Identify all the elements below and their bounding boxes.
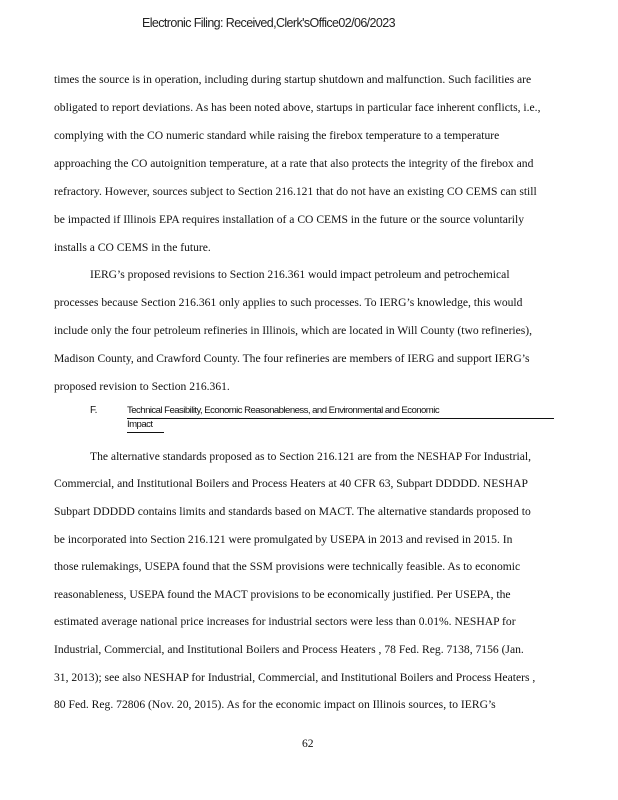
heading-underline — [127, 418, 554, 419]
body-text-line: reasonableness, USEPA found the MACT provisions to be economically justified. Per USEPA, the — [54, 588, 511, 601]
body-text-line: installs a CO CEMS in the future. — [54, 241, 211, 254]
body-text-line: Commercial, and Institutional Boilers and Process Heaters at 40 CFR 63, Subpart DDDDD. NESHAP — [54, 477, 529, 490]
body-text-line: Subpart DDDDD contains limits and standards based on MACT. The alternative standards proposed to — [54, 505, 531, 518]
body-text-line: be incorporated into Section 216.121 were promulgated by USEPA in 2013 and revised in 2015. In — [54, 533, 513, 546]
section-number: F. — [90, 405, 97, 416]
body-text-line: proposed revision to Section 216.361. — [54, 380, 230, 393]
page-number: 62 — [302, 737, 314, 750]
section-heading-line1: Technical Feasibility, Economic Reasonableness, and Environmental and Economic — [127, 405, 440, 416]
body-text-line: processes because Section 216.361 only applies to such processes. To IERG’s knowledge, this would — [54, 296, 523, 309]
body-text-line: refractory. However, sources subject to Section 216.121 that do not have an existing CO CEMS can still — [54, 185, 537, 198]
filing-stamp-header: Electronic Filing: Received,Clerk'sOffice02/06/2023 — [142, 16, 395, 30]
body-text-line: times the source is in operation, including during startup shutdown and malfunction. Such facilities are — [54, 73, 532, 86]
body-text-line: 80 Fed. Reg. 72806 (Nov. 20, 2015). As for the economic impact on Illinois sources, to IERG’s — [54, 698, 496, 711]
section-heading-line2: Impact — [127, 419, 153, 430]
body-text-line: be impacted if Illinois EPA requires installation of a CO CEMS in the future or the source voluntarily — [54, 213, 524, 226]
body-text-line: Madison County, and Crawford County. The four refineries are members of IERG and support IERG’s — [54, 352, 530, 365]
body-text-line: complying with the CO numeric standard while raising the firebox temperature to a temperature — [54, 129, 500, 142]
body-text-line: IERG’s proposed revisions to Section 216.361 would impact petroleum and petrochemical — [90, 268, 510, 281]
heading-underline — [127, 432, 164, 433]
body-text-line: Industrial, Commercial, and Institutional Boilers and Process Heaters , 78 Fed. Reg. 7138, 7156 (Jan. — [54, 643, 524, 656]
body-text-line: approaching the CO autoignition temperature, at a rate that also protects the integrity of the firebox and — [54, 157, 534, 170]
body-text-line: include only the four petroleum refineries in Illinois, which are located in Will County (two refineries), — [54, 324, 533, 337]
body-text-line: The alternative standards proposed as to Section 216.121 are from the NESHAP For Industrial, — [90, 450, 532, 463]
body-text-line: obligated to report deviations. As has been noted above, startups in particular face inherent conflicts, i.e., — [54, 101, 541, 114]
body-text-line: 31, 2013); see also NESHAP for Industrial, Commercial, and Institutional Boilers and Process Heaters , — [54, 671, 536, 684]
body-text-line: estimated average national price increases for industrial sectors were less than 0.01%. NESHAP for — [54, 615, 516, 628]
body-text-line: those rulemakings, USEPA found that the SSM provisions were technically feasible. As to economic — [54, 560, 521, 573]
